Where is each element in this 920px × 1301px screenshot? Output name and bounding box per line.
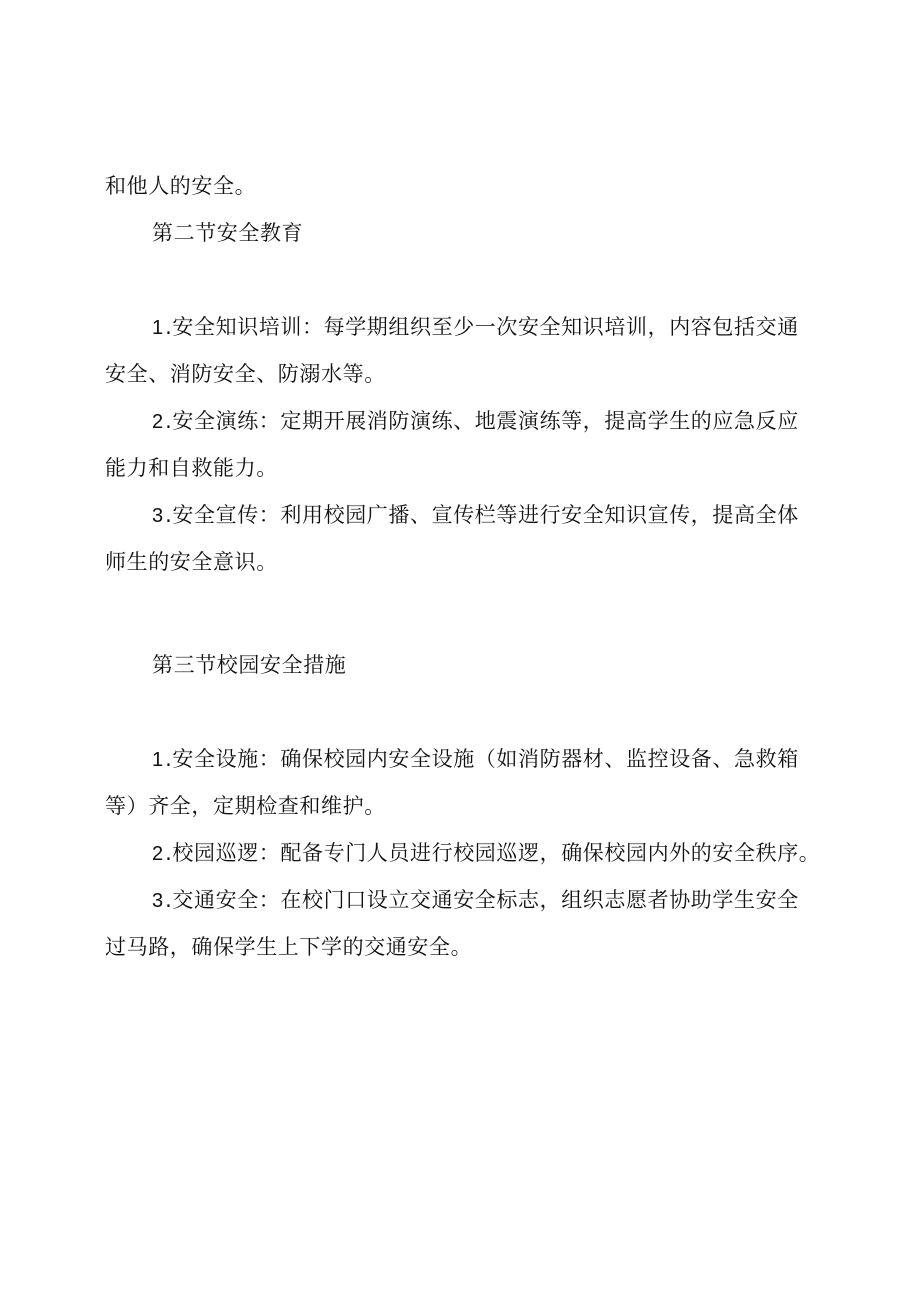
section-2-item-2-line-1 [152, 406, 799, 437]
carry-over-text: 和他人的安全。 [105, 174, 257, 198]
section-3-heading: 第三节校园安全措施 [152, 653, 347, 677]
item-text: .校园巡逻：配备专门人员进行校园巡逻，确保校园内外的安全秩序。 [165, 841, 821, 865]
section-3-item-1-line-1 [152, 744, 799, 775]
item-text: .安全知识培训：每学期组织至少一次安全知识培训，内容包括交通 [165, 315, 799, 339]
item-number: 1 [152, 317, 166, 339]
item-text: .安全演练：定期开展消防演练、地震演练等，提高学生的应急反应 [165, 409, 799, 433]
item-text: .安全宣传：利用校园广播、宣传栏等进行安全知识宣传，提高全体 [165, 503, 799, 527]
section-2-item-1-line-1 [152, 312, 799, 343]
section-3-item-3-line-2: 过马路，确保学生上下学的交通安全。 [105, 935, 473, 959]
section-2-item-3-line-1 [152, 500, 799, 531]
section-2-heading: 第二节安全教育 [152, 221, 304, 245]
item-number: 2 [152, 411, 166, 433]
section-3-item-2-line-1 [152, 838, 820, 869]
item-number: 3 [152, 505, 166, 527]
item-number: 2 [152, 843, 166, 865]
section-2-item-2-line-2: 能力和自救能力。 [105, 456, 278, 480]
section-3-item-3-line-1 [152, 885, 799, 916]
section-2-item-3-line-2: 师生的安全意识。 [105, 550, 278, 574]
item-text: .交通安全：在校门口设立交通安全标志，组织志愿者协助学生安全 [165, 888, 799, 912]
item-number: 1 [152, 749, 166, 771]
section-2-item-1-line-2: 安全、消防安全、防溺水等。 [105, 362, 386, 386]
item-text: .安全设施：确保校园内安全设施（如消防器材、监控设备、急救箱 [165, 747, 799, 771]
section-3-item-1-line-2: 等）齐全，定期检查和维护。 [105, 794, 386, 818]
item-number: 3 [152, 890, 166, 912]
